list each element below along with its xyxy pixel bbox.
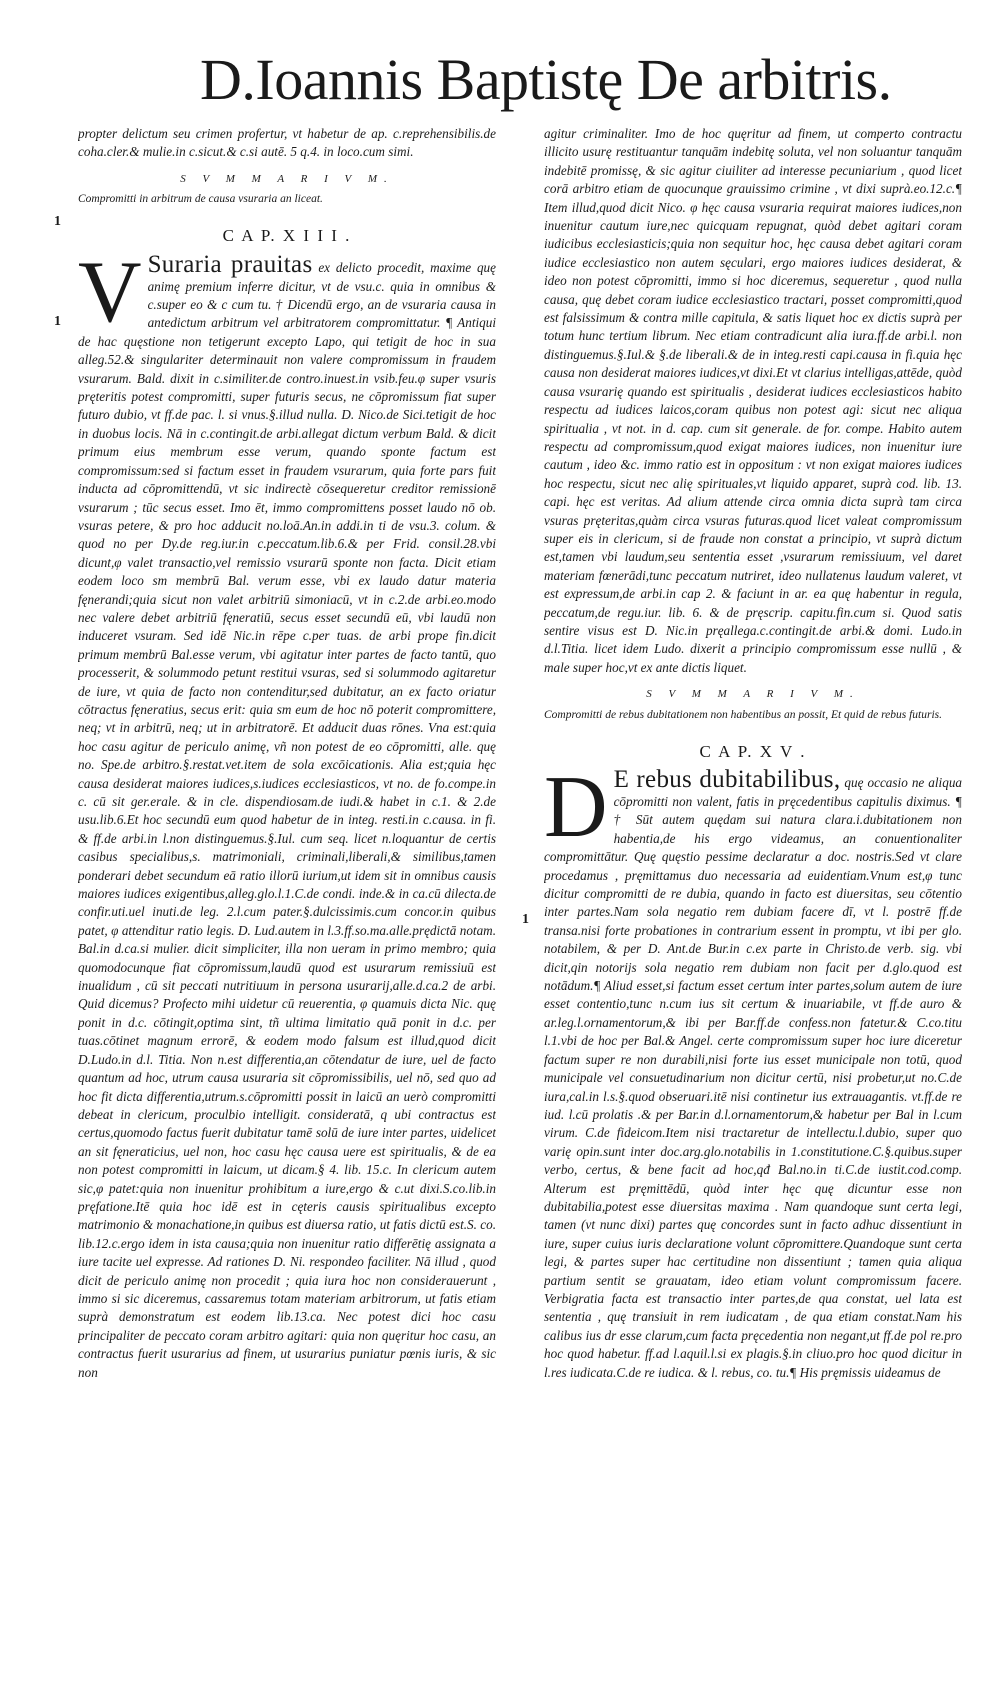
left-top-paragraph: propter delictum seu crimen profertur, vt habetur de ap. c.reprehensibilis.de coha.cler.& mulie.in c.sicut.& c.si autē. 5 q.4. in loco.cum simi. (78, 126, 496, 160)
left-summarium-label: S V M M A R I V M. (180, 172, 394, 185)
left-margin-number: 1 (54, 314, 61, 329)
left-column (78, 125, 496, 1685)
right-margin-number: 1 (522, 912, 529, 927)
left-summary-item: Compromitti in arbitrum de causa vsuraria an liceat. (78, 193, 323, 206)
left-chapter-heading: C A P. X I I I . (222, 226, 352, 246)
right-summarium-label: S V M M A R I V M. (646, 688, 860, 701)
page-title: D.Ioannis Baptistę De arbitris. (200, 47, 892, 112)
left-body-text: ex delicto procedit, maxime quę animę premium inferre dicitur, vt de vsu.c. quia in omnibus & c.super eo & c cum tu. † Dicendū ergo, an de vsuraria causa in antedictum arbitrum vel arbitratorem compromittatur. ¶ Antiqui de hac quęstione non tetigerunt excepto Lapo, qui tetigit de hoc in sua alleg.52.& singulariter determinauit non valere compromissum in fraudem vsurarum. Bald. dixit in c.similiter.de contro.inuest.in vsib.feu.φ super vsuris pręteritis potest compromitti, super futuris secus, ne cōpromissum fiat super futuro dubio, vt ff.de pac. l. si vnus.§.illud nulla. D. Nico.de Sici.tetigit de hoc in duobus locis. Nā in c.contingit.de arbi.allegat dictum verbum Bald. & dicit primum eius membrum esse verum, quando sponte factum est compromissum:sed si factum esset in fraudem vsurarum, quia forte pars fuit inducta ad cōpromittendū, vt sic indirectè cōsequeretur creditor remissionē vsurarum ; tūc secus esset. Imo ēt, immo compromittens posset laudo nō ob. vsuras petere, & pro hoc adducit no.loā.An.in addi.in ti de vsu.3. colum. & quod no per Dy.de reg.iur.in c.peccatum.lib.6.& per Frid. consil.28.vbi dicunt,φ valet transactio,vel remissio vsurarū sponte non facta. Dicit etiam eodem loco sm membrū Bal. verum esse, vbi ex laudo datur materia fęnerandi;quia sicut non valet arbitriū simoniacū, vt in c.2.de arbi.eo.modo nec valere debet arbitriū fęneratiū, secus esset secundū eū, vbi laudū non induceret vsuram. Sed idē Nic.in rēpe c.per tuas. de arbi prope fin.dicit primum membrū Bal.esse verum, vbi agitatur inter partes de facto tantū, quo processerit, & solummodo petunt restitui vsuras, sed si solummodo agitaretur de iure, vt quia de facto non contenditur,sed dubitatur, an ex facto oriatur cōtractus fęneratius, secus erit: quia sm eum de hoc nō poterit compromittere, neq; vt in arbitrū, neq; ut in arbitratorē. Et adducit duas rōnes. Vna est:quia hoc casu agitur de periculo animę, vñ non potest de eo cōpromitti, alle. quę no. Spe.de arbitro.§.restat.vet.item de sola excōicationis. Alia est;quia hęc causa desiderat maiores iudices,s.iudices ecclesiasticos, vt no. de fo.compe.in c. cū sit ger.erale. & in cle. dispendiosam.de iudi.& habet in c.1. & 2.de usu.lib.6.Et hoc secundū eum quod habetur de in integ. resti.in c.causa. in fi. & ff.de arbi.in l.non distinguemus.§.Iul. cum seq. licet n.loquantur de certis casibus specialibus,s. matrimoniali, criminali,liberali,& similibus,tamen ponderari debet secundum eā ratio illorū iurium,ut idem sit in omnibus causis maiores iudices exigentibus,alleg.glo.l.1.C.de condi. inde.& in ca.cū dilecta.de confir.uti.uel inuti.de leg. 2.l.cum pater.§.dulcissimis.cum concor.in quibus patet, φ attenditur ratio legis. D. Lud.autem in l.3.ff.so.ma.alle.prędictā notam. Bal.in d.ca.si mulier. dicit simpliciter, illa non ueram in primo membro; quia quomodocunque fiat cōpromissum,laudū quod est usurarum remissiuū est inualidum , cū sit peccati nutritiuum in persona usurarij,alle.d.ca.2 de arbi. Quid dicemus? Profecto mihi uidetur cū reuerentia, φ quamuis dicta Nic. quę ponit in d.c. cōtingit,optima sint, tñ ultima limitatio quā ponit in d.c. per tuas.cōtinet magnum errorē, & eodem modo falsum est illud,quod dicit D.Ludo.in d.l. Titia. Non n.est differentia,an cōtendatur de iure, uel de facto quantum ad hoc, utrum causa usuraria sit cōpromissibilis, uel nō, sed quo ad hoc fit dicta differentia,utrum.s.cōpromitti possit in laicū an uerò compromitti debeat in clericum, proculbio intelligit. consideratā, q ubi contractus est certus,quomodo factus fuerit dubitatur tamē solū de iure inter partes, uidelicet an sit fęneraticius, uel non, hoc casu hęc causa uere est spiritualis, & de ea non potest compromitti in laicum, ut dicam.§ 4. lib. 15.c. In clericum autem sic,φ patet:quia non inuenitur prohibitum a iure,ergo & c.ut dixi.S.co.lib.in pręfatione.Itē quia hoc idē est in cęteris causis spiritualibus excepto matrimonio & monachatione,in quibus est diuersa ratio, ut fatis dictū est.S. co. lib.12.c.ergo idem in ista causa;quia non inuenitur ratio differētię assignata a iure tacite uel expresse. Ad rationes D. Ni. respondeo faciliter. Nā illud , quod dicit de periculo animę non procedit ; quia iura hoc non considerauerunt , immo si sic diceremus, cassaremus totam materiam arbitrorum, ut fatis etiam suprà demonstratum est eodem lib.13.ca. Nec potest dici hoc casu principaliter de peccato coram arbitro agitari: quia non quęritur hoc casu, an contractus fuerit usurarius ad finem, ut usurarius puniatur pœnis iuris, & sic non (78, 259, 496, 1380)
left-drop-initial: V (78, 243, 142, 341)
right-chapter-heading: C A P. X V . (699, 741, 807, 761)
right-top-paragraph: agitur criminaliter. Imo de hoc quęritur ad finem, ut comperto contractu illicito usurę restituantur tanquām indebitę soluta, vel non soluantur tanquām indebitē promissę, & sic agitur ciuiliter ad interesse pecuniarium , quod licet corā arbitro etiam de quocunque grauissimo crimine , vt dixi suprà.eo.12.c.¶ Item illud,quod dicit Nico. φ hęc causa vsuraria requirat maiores iudices,non inuenitur cautum iure,nec quicquam repugnat, quòd debet agitari coram iudicibus ecclesiasticis;quia non sequitur hoc, hęc causa debet agitari coram iudice ecclesiastico non autem sęculari, ergo maiores iudices desiderat, & ideo non potest cōpromitti, immo si hoc diceremus, sequeretur , quod nulla causa, quę debet coram iudice ecclesiastico tractari, posset compromitti,quod est falsissimum & contra mille capitula, & satis liquet hoc ex dictis suprà per totum hunc tertium librum. Nec etiam contradicunt alia iura.ff.de arbi.l. non distinguemus.§.Iul.& §.de liberali.& de in integ.resti capi.causa in fi.quia hęc causa non desiderat maiores iudices,vt dixi.Et vt clarius intelligas,attēde, quòd causa vsurarię quando est spiritualis , desiderat iudices ecclesiasticos habito respectu ad iudices laicos,coram quibus non potest agi: sicut nec aliqua spiritualia , vt not. in d. cap. cum sit generale. de for. compe. Habito autem respectu ad compromissum,quod exigat maiores iudices, non inuenitur iure cautum , ideo &c. immo ratio est in oppositum : vt non exigat maiores iudices hoc respectu, sicut nec alię spirituales,vt liquido apparet, suprà cod. lib. 13. capi. hęc est veritas. Ad alium attende circa omnia dicta suprà tam circa vsuras pręteritas,quàm circa vsuras futuras.quod licet valeat compromissum super eis in clericum, si de fraude non constat a principio, vt suprà dictum est,tamen vbi laudum,seu sententia esset ,vsurarum remissiuum, vel daret materiam fœnerādi,tunc peccatum nutriret, ideo nullatenus laudum valeret, vt est expressum,de arbi.in cap 2. & faciunt in ar. ea quę habentur in regula, peccatum,de regu.iur. lib. 6. & de pręscrip. capitu.fin.cum si. Quod satis sentire visus est D. Nic.in pręallega.c.contingit.de arbi.& domi. Ludo.in d.l.Titia. licet idem Ludo. dixerit a principio compromissum esse nullū , & male super hoc,vt ex ante dictis liquet. (544, 126, 962, 675)
right-summary-item: Compromitti de rebus dubitationem non habentibus an possit, Et quid de rebus futuris. (544, 708, 943, 721)
left-lead-words: Suraria prauitas (147, 250, 313, 278)
right-body-text: quę occasio ne aliqua cōpromitti non valent, fatis in pręcedentibus capitulis diximus. ¶ † Sūt autem quędam sui natura clara.i.dubitationem non habentia,de his ergo videamus, an conuentionaliter compromittātur. Quę quęstio pessime declaratur a doc. nostris.Sed vt clare procedamus , pręmittamus duo necessaria ad euidentiam.Vnum est,φ tunc dicitur compromitti de re dubia, quando in facto est diuersitas, seu cōtentio inter partes.Nam sola negatio rem dubiam facere dī, vt l. postrē ff.de transa.nisi forte probationes in contrarium essent in promptu, vt ibi per glo. notabilem, & per D. Ant.de Bur.in c.ex parte in Christo.de verb. sig. vbi dicit,qin notorijs sola negatio rem dubiam non facit per d.glo.quod est notādum.¶ Aliud esset,si factum esset certum inter partes,solum autem de iure esset contentio,tunc n.cum ius sit certum & inuariabile, vt ff.de auro & ar.leg.l.ornamentorum,& ibi per Bar.ff.de confess.non fatetur.& C.co.titu l.1.vbi de hoc per Bal.& Angel. certe compromissum super hoc iure diceretur factum super re non durabili,nisi forte ius esset municipale non totū, quod municipale vel consuetudinarium non dicitur certū, nisi probetur,ut no.C.de iura,cal.in l.s.§.quod obseruari.itē nisi continetur ius extrauagantis. vt.ff.de re iud. l.cū prolatis .& per Bar.in d.l.ornamentorum,& habetur per Bal in l.cum virum. C.de fideicom.Item nisi tractaretur de intellectu.l.dubio, super quo varię opin.sunt inter doc.arg.glo.notabilis in 1.constitutione.C.§.quibus.super verbo, certus, & bene facit ad hoc,qđ Bal.no.in ti.C.de iustit.cod.comp. Alterum est pręmittēdū, quòd inter hęc quę dicuntur esse non dubitabilia,potest esse diuersitas maxima . Nam quandoque sunt certa legi, tamen (vt nunc dixi) partes quę concordes sunt in facto adhuc dissentiunt in iure, super cuius iuris declaratione volunt cōpromittere.Quandoque sunt certa legi, & partes super hac certitudine non dissentiunt ; tamen quia aliqua partium sentit se grauatam, ideo etiam volunt compromissum facere. Verbigratia facta est transactio inter partes,de qua constat, uel lata est sententia , quę transiuit in rem iudicatam , de qua etiam constat.Nam his calibus ius dr esse clarum,cum facta pręcedentia non negant,ut ff.de pol re.pro hoc quod habetur. ff.ad l.aquil.l.si ex plagis.§.in cliuo.pro hoc quod dicitur in l.res iudicata.C.de re iudica. & l. rebus, co. tu.¶ His pręmissis uideamus de (544, 775, 962, 1380)
right-drop-initial: D (544, 759, 608, 856)
right-column (544, 125, 962, 1685)
right-lead-words: E rebus dubitabilibus, (613, 766, 841, 793)
left-summary-number: 1 (54, 214, 61, 229)
